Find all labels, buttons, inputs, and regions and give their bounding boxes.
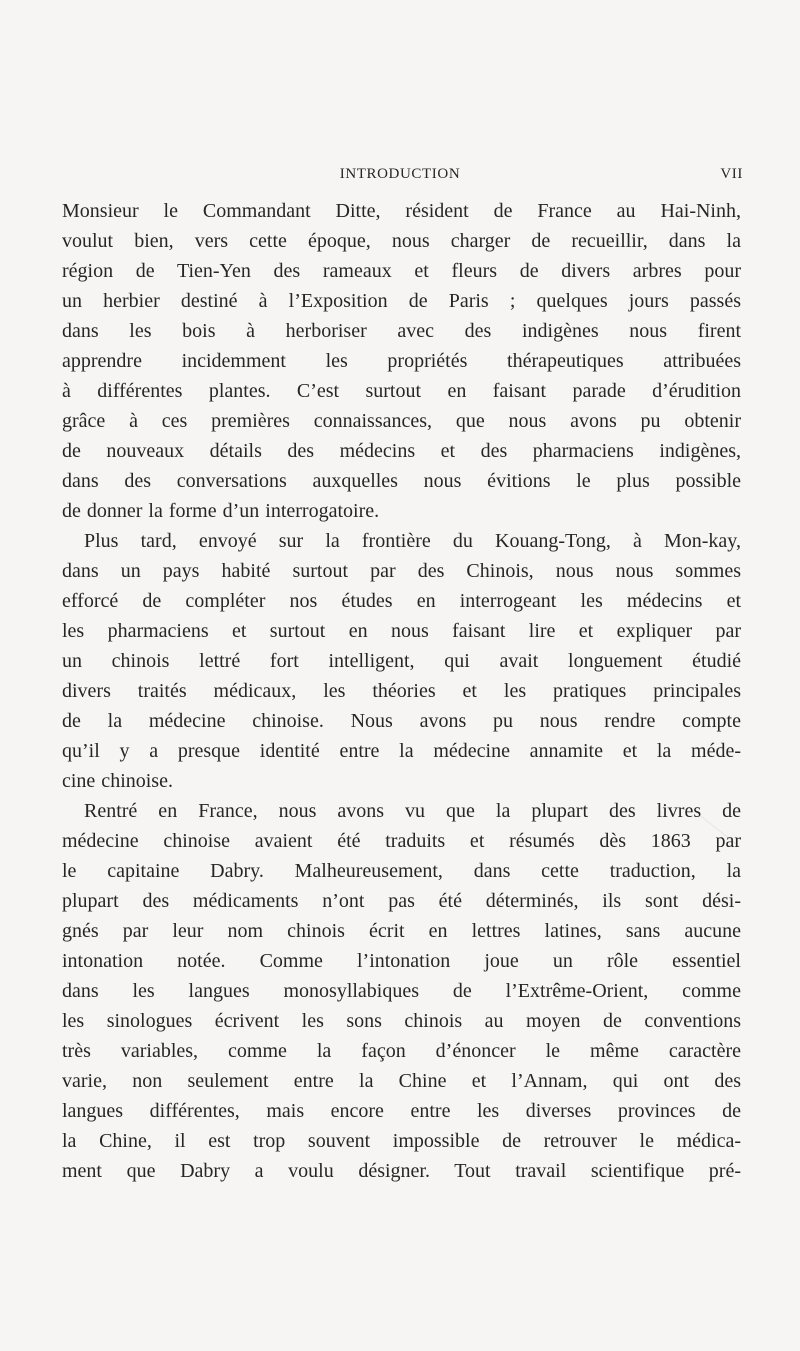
text-line: un chinois lettré fort intelligent, qui avait longuement étudié — [62, 650, 741, 672]
text-line: médecine chinoise avaient été traduits et résumés dès 1863 par — [62, 830, 741, 852]
body-text — [62, 196, 741, 1186]
text-line: langues différentes, mais encore entre les diverses provinces de — [62, 1100, 741, 1122]
text-line: le capitaine Dabry. Malheureusement, dans cette traduction, la — [62, 860, 741, 882]
text-line: apprendre incidemment les propriétés thérapeutiques attribuées — [62, 350, 741, 372]
text-line: dans des conversations auxquelles nous évitions le plus possible — [62, 470, 741, 492]
text-line: dans les langues monosyllabiques de l’Extrême-Orient, comme — [62, 980, 741, 1002]
text-line: qu’il y a presque identité entre la médecine annamite et la méde- — [62, 740, 741, 762]
paragraph-start-line: Rentré en France, nous avons vu que la plupart des livres de — [84, 800, 741, 822]
paragraph-end-line: cine chinoise. — [62, 770, 173, 792]
running-header-title: INTRODUCTION — [339, 166, 461, 182]
text-line: divers traités médicaux, les théories et les pratiques principales — [62, 680, 741, 702]
text-line: voulut bien, vers cette époque, nous charger de recueillir, dans la — [62, 230, 741, 252]
text-line: varie, non seulement entre la Chine et l’Annam, qui ont des — [62, 1070, 741, 1092]
text-line: efforcé de compléter nos études en interrogeant les médecins et — [62, 590, 741, 612]
text-line: ment que Dabry a voulu désigner. Tout travail scientifique pré- — [62, 1160, 741, 1182]
text-line: gnés par leur nom chinois écrit en lettres latines, sans aucune — [62, 920, 741, 942]
text-line: grâce à ces premières connaissances, que nous avons pu obtenir — [62, 410, 741, 432]
text-line: région de Tien-Yen des rameaux et fleurs de divers arbres pour — [62, 260, 741, 282]
text-line: très variables, comme la façon d’énoncer le même caractère — [62, 1040, 741, 1062]
text-line: dans un pays habité surtout par des Chinois, nous nous sommes — [62, 560, 741, 582]
text-line: intonation notée. Comme l’intonation joue un rôle essentiel — [62, 950, 741, 972]
paragraph-start-line: Plus tard, envoyé sur la frontière du Kouang-Tong, à Mon-kay, — [84, 530, 741, 552]
text-line: dans les bois à herboriser avec des indigènes nous firent — [62, 320, 741, 342]
text-line: de nouveaux détails des médecins et des pharmaciens indigènes, — [62, 440, 741, 462]
running-header — [60, 166, 743, 190]
text-line: plupart des médicaments n’ont pas été déterminés, ils sont dési- — [62, 890, 741, 912]
text-line: un herbier destiné à l’Exposition de Paris ; quelques jours passés — [62, 290, 741, 312]
paragraph-end-line: de donner la forme d’un interrogatoire. — [62, 500, 380, 522]
text-line: les sinologues écrivent les sons chinois au moyen de conventions — [62, 1010, 741, 1032]
text-line: Monsieur le Commandant Ditte, résident de France au Hai-Ninh, — [62, 200, 741, 222]
text-line: à différentes plantes. C’est surtout en faisant parade d’érudition — [62, 380, 741, 402]
text-line: les pharmaciens et surtout en nous faisant lire et expliquer par — [62, 620, 741, 642]
page-number: VII — [720, 166, 743, 182]
text-line: la Chine, il est trop souvent impossible de retrouver le médica- — [62, 1130, 741, 1152]
text-line: de la médecine chinoise. Nous avons pu nous rendre compte — [62, 710, 741, 732]
